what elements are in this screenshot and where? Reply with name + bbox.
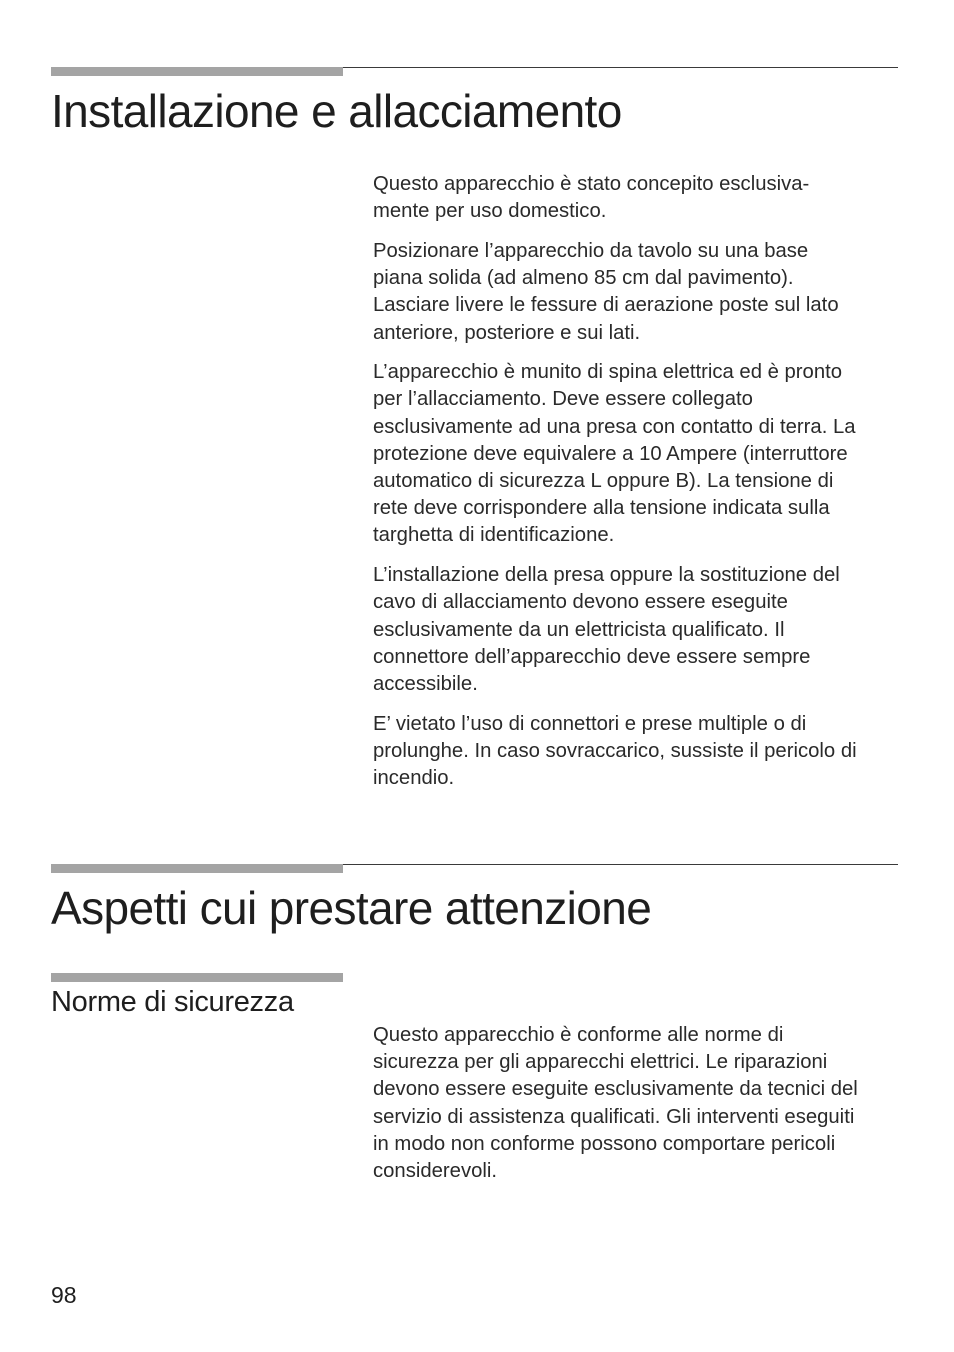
paragraph-line: connettore dell’apparecchio deve essere sempre <box>373 645 811 668</box>
paragraph-line: E’ vietato l’uso di connettori e prese multiple o di <box>373 712 807 735</box>
section-1-body <box>373 171 903 805</box>
section-1-paragraph-5 <box>373 711 903 793</box>
section-1-paragraph-4 <box>373 562 903 698</box>
section-1-paragraph-3 <box>373 359 903 549</box>
paragraph-line: incendio. <box>373 767 455 790</box>
paragraph-line: automatico di sicurezza L oppure B). La tensione di <box>373 470 834 493</box>
paragraph-line: esclusivamente ad una presa con contatto di terra. La <box>373 415 856 438</box>
paragraph-line: cavo di allacciamento devono essere eseguite <box>373 591 788 614</box>
section-2-title: Aspetti cui prestare attenzione <box>51 882 652 934</box>
paragraph-line: mente per uso domestico. <box>373 200 607 223</box>
paragraph-line: Questo apparecchio è conforme alle norme di <box>373 1024 784 1046</box>
section-1-title: Installazione e allacciamento <box>51 85 622 137</box>
section-1-rule-accent <box>51 67 343 76</box>
paragraph-line: Lasciare livere le fessure di aerazione poste sul lato <box>373 294 839 317</box>
subsection-paragraph-1 <box>373 1022 903 1185</box>
paragraph-line: anteriore, posteriore e sui lati. <box>373 321 641 344</box>
subsection-rule-accent <box>51 973 343 982</box>
page-number: 98 <box>51 1282 77 1308</box>
paragraph-line: accessibile. <box>373 672 478 695</box>
paragraph-line: rete deve corrispondere alla tensione indicata sulla <box>373 497 830 520</box>
subsection-body <box>373 1022 903 1198</box>
paragraph-line: in modo non conforme possono comportare pericoli <box>373 1132 836 1155</box>
section-1-paragraph-1 <box>373 171 903 225</box>
paragraph-line: considerevoli. <box>373 1160 498 1183</box>
subsection-title: Norme di sicurezza <box>51 986 294 1018</box>
paragraph-line: sicurezza per gli apparecchi elettrici. Le riparazioni <box>373 1051 828 1074</box>
section-1-paragraph-2 <box>373 238 903 347</box>
paragraph-line: servizio di assistenza qualificati. Gli interventi eseguiti <box>373 1105 855 1128</box>
paragraph-line: prolunghe. In caso sovraccarico, sussiste il pericolo di <box>373 739 857 762</box>
paragraph-line: L’apparecchio è munito di spina elettrica ed è pronto <box>373 361 843 384</box>
paragraph-line: devono essere eseguite esclusivamente da tecnici del <box>373 1078 858 1101</box>
paragraph-line: per l’allacciamento. Deve essere collegato <box>373 388 753 411</box>
paragraph-line: L’installazione della presa oppure la sostituzione del <box>373 564 840 587</box>
paragraph-line: Posizionare l’apparecchio da tavolo su una base <box>373 239 809 262</box>
paragraph-line: protezione deve equivalere a 10 Ampere (interruttore <box>373 442 848 465</box>
paragraph-line: targhetta di identificazione. <box>373 524 615 547</box>
paragraph-line: esclusivamente da un elettricista qualificato. Il <box>373 618 785 641</box>
paragraph-line: piana solida (ad almeno 85 cm dal pavimento). <box>373 267 794 290</box>
section-2-rule-accent <box>51 864 343 873</box>
paragraph-line: Questo apparecchio è stato concepito esclusiva- <box>373 173 810 195</box>
